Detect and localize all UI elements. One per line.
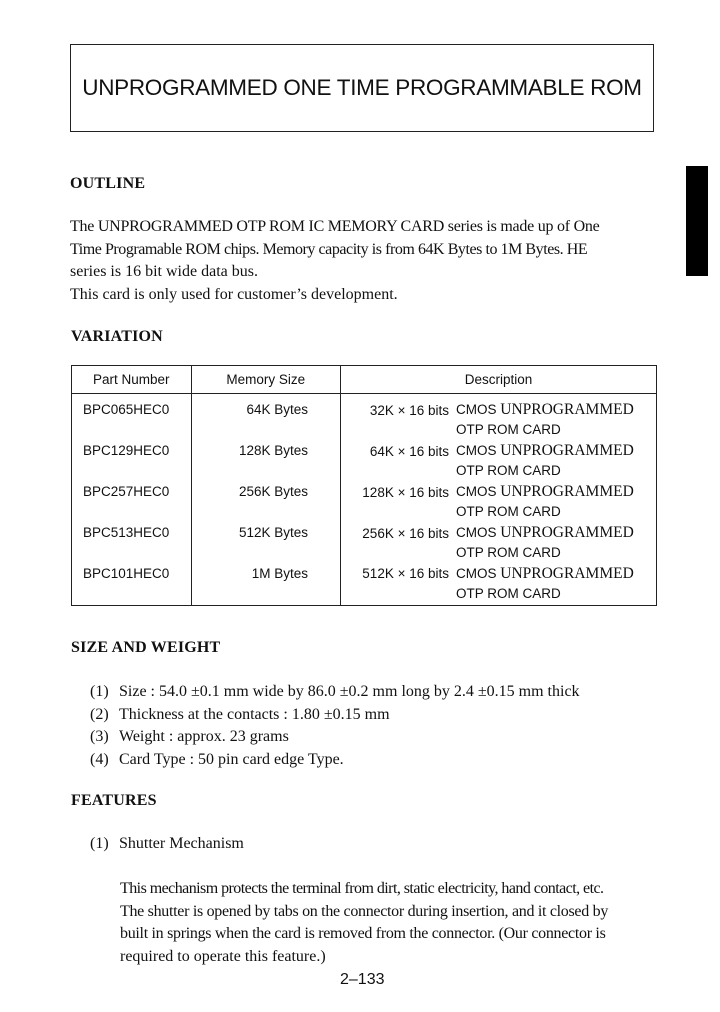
list-number: (3): [90, 728, 109, 745]
outline-paragraph: [70, 216, 660, 306]
desc-main: UNPROGRAMMED: [500, 564, 634, 582]
list-number: (1): [90, 683, 109, 700]
desc-continuation: OTP ROM CARD: [456, 545, 561, 561]
variation-heading: VARIATION: [71, 328, 163, 345]
list-item: [90, 681, 580, 704]
features-heading: FEATURES: [71, 792, 157, 809]
outline-line: The UNPROGRAMMED OTP ROM IC MEMORY CARD series is made up of One: [70, 218, 600, 235]
desc-main: UNPROGRAMMED: [500, 401, 634, 418]
variation-table: [71, 365, 657, 606]
shutter-paragraph: [120, 878, 660, 968]
list-text: Weight : approx. 23 grams: [119, 728, 289, 745]
column-header-part-number: Part Number: [72, 366, 192, 394]
shutter-line: built in springs when the card is removed from the connector. (Our connector is: [120, 925, 606, 942]
shutter-line: required to operate this feature.): [120, 947, 326, 965]
table-row: [72, 394, 657, 442]
list-text: Shutter Mechanism: [119, 835, 244, 852]
size-weight-list: [90, 681, 580, 771]
memory-size: 1M Bytes: [251, 565, 308, 581]
bit-organization: 32K × 16 bits: [369, 402, 449, 418]
page-number: 2–133: [340, 971, 385, 988]
outline-heading: OUTLINE: [70, 175, 146, 192]
desc-main: UNPROGRAMMED: [500, 442, 634, 460]
part-number: BPC513HEC0: [83, 525, 170, 541]
bit-organization: 128K × 16 bits: [362, 484, 449, 500]
desc-prefix: CMOS: [456, 525, 497, 541]
table-row: [72, 564, 657, 606]
list-item: [90, 704, 580, 727]
memory-size: 128K Bytes: [238, 443, 308, 459]
table-row: [72, 523, 657, 564]
table-header-row: [72, 366, 657, 394]
title-box: [70, 44, 654, 132]
memory-size: 256K Bytes: [238, 484, 308, 500]
desc-continuation: OTP ROM CARD: [456, 463, 561, 479]
list-text: Thickness at the contacts : 1.80 ±0.15 mm: [119, 705, 390, 723]
outline-line: Time Programable ROM chips. Memory capacity is from 64K Bytes to 1M Bytes. HE: [70, 240, 588, 258]
desc-continuation: OTP ROM CARD: [456, 504, 561, 520]
list-item: [90, 726, 580, 749]
desc-prefix: CMOS: [456, 443, 497, 459]
desc-continuation: OTP ROM CARD: [456, 585, 561, 601]
list-number: (2): [90, 705, 109, 723]
shutter-line: This mechanism protects the terminal from dirt, static electricity, hand contact, etc.: [120, 880, 604, 897]
shutter-line: The shutter is opened by tabs on the connector during insertion, and it closed by: [120, 902, 609, 920]
list-number: (4): [90, 750, 109, 768]
table-row: [72, 482, 657, 523]
outline-line: This card is only used for customer’s development.: [70, 285, 398, 303]
list-number: (1): [90, 835, 109, 852]
page-title: UNPROGRAMMED ONE TIME PROGRAMMABLE ROM: [82, 75, 642, 100]
desc-prefix: CMOS: [456, 484, 497, 500]
desc-main: UNPROGRAMMED: [500, 483, 634, 501]
desc-main: UNPROGRAMMED: [500, 524, 634, 542]
section-tab-marker: [686, 166, 708, 276]
desc-prefix: CMOS: [456, 402, 497, 417]
column-header-memory-size: Memory Size: [191, 366, 341, 394]
features-list: [90, 833, 244, 856]
bit-organization: 64K × 16 bits: [369, 443, 449, 459]
desc-continuation: OTP ROM CARD: [456, 422, 561, 437]
table-row: [72, 441, 657, 482]
list-text: Card Type : 50 pin card edge Type.: [119, 750, 344, 768]
part-number: BPC101HEC0: [83, 565, 170, 581]
column-header-description: Description: [341, 366, 657, 394]
size-weight-heading: SIZE AND WEIGHT: [71, 639, 221, 656]
memory-size: 512K Bytes: [238, 525, 308, 541]
list-item: [90, 833, 244, 856]
desc-prefix: CMOS: [456, 565, 497, 581]
part-number: BPC129HEC0: [83, 443, 170, 459]
outline-line: series is 16 bit wide data bus.: [70, 263, 258, 280]
part-number: BPC257HEC0: [83, 484, 170, 500]
list-item: [90, 749, 580, 772]
bit-organization: 256K × 16 bits: [362, 525, 449, 541]
bit-organization: 512K × 16 bits: [362, 566, 449, 582]
list-text: Size : 54.0 ±0.1 mm wide by 86.0 ±0.2 mm long by 2.4 ±0.15 mm thick: [119, 683, 580, 700]
part-number: BPC065HEC0: [83, 402, 170, 417]
memory-size: 64K Bytes: [246, 402, 308, 417]
